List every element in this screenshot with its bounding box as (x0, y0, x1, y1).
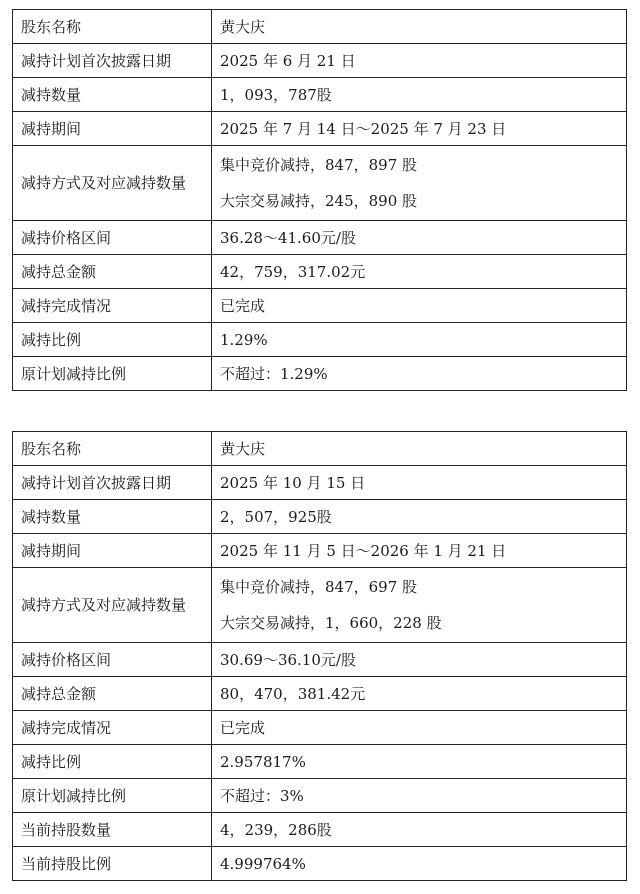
table-row (13, 44, 627, 78)
row-value: 4，239，286股 (212, 813, 627, 847)
row-value: 黄大庆 (212, 10, 627, 44)
row-value: 30.69～36.10元/股 (212, 643, 627, 677)
table-row (13, 357, 627, 391)
table-row (13, 10, 627, 44)
table-row (13, 813, 627, 847)
row-value: 不超过：1.29% (212, 357, 627, 391)
table-row (13, 643, 627, 677)
row-value: 42，759，317.02元 (212, 255, 627, 289)
row-label: 减持总金额 (13, 677, 212, 711)
table-row (13, 500, 627, 534)
row-label: 股东名称 (13, 432, 212, 466)
table-row (13, 255, 627, 289)
row-label: 减持数量 (13, 78, 212, 112)
table-row (13, 289, 627, 323)
row-label: 减持完成情况 (13, 711, 212, 745)
table-row (13, 432, 627, 466)
table-row (13, 112, 627, 146)
table-row (13, 677, 627, 711)
row-label: 原计划减持比例 (13, 357, 212, 391)
row-value: 2.957817% (212, 745, 627, 779)
row-label: 减持总金额 (13, 255, 212, 289)
row-value: 80，470，381.42元 (212, 677, 627, 711)
row-value: 已完成 (212, 711, 627, 745)
row-label: 减持方式及对应减持数量 (13, 146, 212, 221)
table-row (13, 745, 627, 779)
row-label: 股东名称 (13, 10, 212, 44)
row-label: 减持方式及对应减持数量 (13, 568, 212, 643)
row-label: 当前持股数量 (13, 813, 212, 847)
table-row (13, 146, 627, 221)
table-row (13, 534, 627, 568)
row-label: 减持计划首次披露日期 (13, 44, 212, 78)
row-label: 减持期间 (13, 112, 212, 146)
table-row (13, 78, 627, 112)
row-value: 黄大庆 (212, 432, 627, 466)
row-value-line: 大宗交易减持，1，660，228 股 (220, 614, 442, 632)
row-label: 减持比例 (13, 323, 212, 357)
row-label: 减持计划首次披露日期 (13, 466, 212, 500)
table-row (13, 323, 627, 357)
table-row (13, 847, 627, 881)
reduction-table-2 (12, 431, 627, 881)
table-row (13, 568, 627, 643)
row-label: 减持数量 (13, 500, 212, 534)
row-value: 2025 年 7 月 14 日～2025 年 7 月 23 日 (212, 112, 627, 146)
reduction-table-1 (12, 9, 627, 391)
row-value-multi (212, 146, 627, 221)
row-value: 已完成 (212, 289, 627, 323)
row-value: 2025 年 11 月 5 日～2026 年 1 月 21 日 (212, 534, 627, 568)
row-label: 减持完成情况 (13, 289, 212, 323)
table-row (13, 779, 627, 813)
row-value: 2025 年 10 月 15 日 (212, 466, 627, 500)
row-value-multi (212, 568, 627, 643)
row-label: 减持比例 (13, 745, 212, 779)
table-row (13, 466, 627, 500)
row-label: 减持价格区间 (13, 643, 212, 677)
row-label: 原计划减持比例 (13, 779, 212, 813)
row-value: 2，507，925股 (212, 500, 627, 534)
row-value-line: 大宗交易减持，245，890 股 (220, 192, 418, 210)
row-label: 减持期间 (13, 534, 212, 568)
row-label: 当前持股比例 (13, 847, 212, 881)
row-value: 不超过：3% (212, 779, 627, 813)
row-value: 36.28～41.60元/股 (212, 221, 627, 255)
row-value-line: 集中竞价减持，847，897 股 (220, 156, 418, 174)
table-row (13, 711, 627, 745)
table-row (13, 221, 627, 255)
row-label: 减持价格区间 (13, 221, 212, 255)
row-value: 4.999764% (212, 847, 627, 881)
row-value: 1.29% (212, 323, 627, 357)
row-value-line: 集中竞价减持，847，697 股 (220, 578, 418, 596)
row-value: 1，093，787股 (212, 78, 627, 112)
row-value: 2025 年 6 月 21 日 (212, 44, 627, 78)
